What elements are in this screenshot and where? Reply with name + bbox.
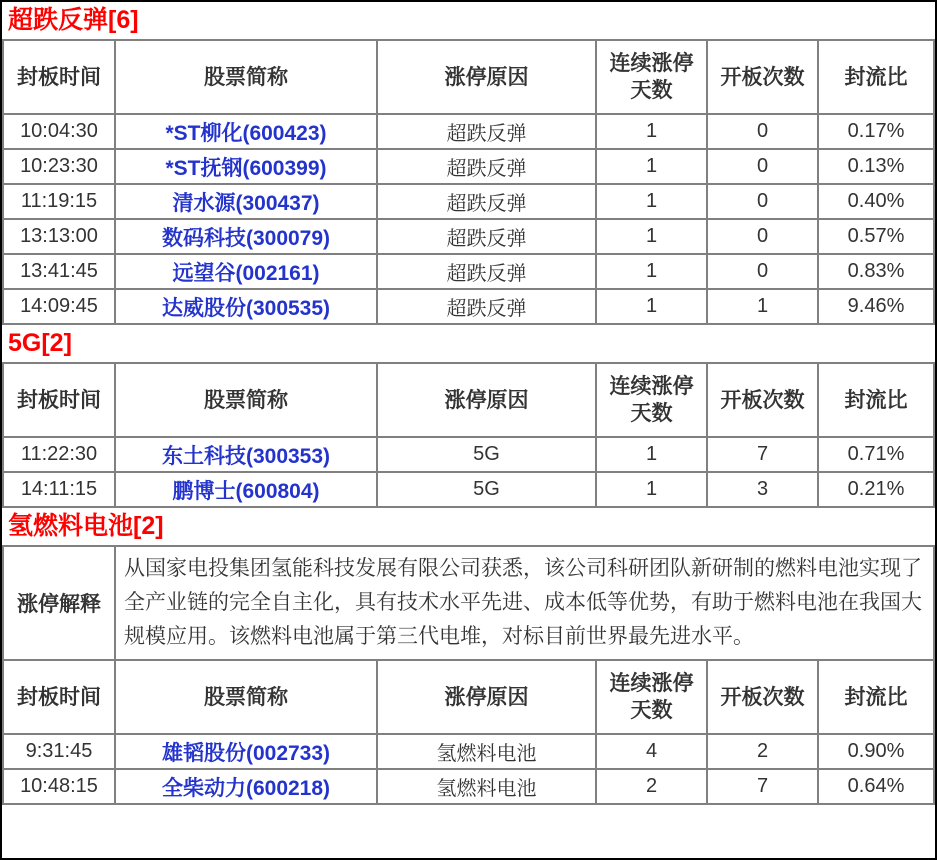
stock-link[interactable]: *ST抚钢(600399)	[165, 156, 327, 180]
seal-ratio-cell: 0.13%	[818, 149, 934, 184]
theme-section	[2, 325, 935, 508]
open-count-cell: 7	[707, 769, 818, 804]
consecutive-days-cell: 1	[596, 289, 707, 324]
column-header-3: 连续涨停天数	[596, 660, 707, 734]
limit-up-table	[2, 39, 935, 325]
seal-ratio-cell: 0.90%	[818, 734, 934, 769]
explanation-label: 涨停解释	[3, 546, 115, 660]
consecutive-days-cell: 1	[596, 254, 707, 289]
stock-name-cell	[115, 149, 377, 184]
table-row	[3, 734, 934, 769]
seal-time-cell: 10:23:30	[3, 149, 115, 184]
seal-time-cell: 11:22:30	[3, 437, 115, 472]
stock-link[interactable]: 雄韬股份(002733)	[161, 741, 331, 765]
reason-cell: 超跌反弹	[377, 149, 596, 184]
seal-time-cell: 14:09:45	[3, 289, 115, 324]
table-row	[3, 114, 934, 149]
column-header-2: 涨停原因	[377, 660, 596, 734]
table-header-row	[3, 40, 934, 114]
column-header-5: 封流比	[818, 40, 934, 114]
stock-link[interactable]: 清水源(300437)	[172, 191, 320, 215]
theme-title: 5G[2]	[8, 329, 72, 357]
reason-cell: 超跌反弹	[377, 114, 596, 149]
seal-ratio-cell: 0.21%	[818, 472, 934, 507]
stock-link[interactable]: 鹏博士(600804)	[172, 479, 320, 503]
table-row	[3, 254, 934, 289]
table-row	[3, 149, 934, 184]
open-count-cell: 7	[707, 437, 818, 472]
open-count-cell: 1	[707, 289, 818, 324]
open-count-cell: 0	[707, 254, 818, 289]
table-row	[3, 472, 934, 507]
stock-link[interactable]: 数码科技(300079)	[161, 226, 331, 250]
column-header-4: 开板次数	[707, 363, 818, 437]
consecutive-days-cell: 1	[596, 149, 707, 184]
explanation-row	[3, 546, 934, 660]
seal-ratio-cell: 0.17%	[818, 114, 934, 149]
reason-cell: 5G	[377, 472, 596, 507]
consecutive-days-cell: 1	[596, 472, 707, 507]
stock-name-cell	[115, 289, 377, 324]
column-header-3: 连续涨停天数	[596, 363, 707, 437]
consecutive-days-cell: 1	[596, 219, 707, 254]
reason-cell: 超跌反弹	[377, 219, 596, 254]
reason-cell: 氢燃料电池	[377, 769, 596, 804]
stock-link[interactable]: 全柴动力(600218)	[161, 776, 331, 800]
column-header-4: 开板次数	[707, 660, 818, 734]
column-header-0: 封板时间	[3, 40, 115, 114]
theme-title: 氢燃料电池[2]	[8, 512, 164, 540]
theme-section	[2, 2, 935, 325]
seal-ratio-cell: 0.57%	[818, 219, 934, 254]
stock-name-cell	[115, 254, 377, 289]
table-row	[3, 289, 934, 324]
reason-cell: 超跌反弹	[377, 184, 596, 219]
open-count-cell: 3	[707, 472, 818, 507]
column-header-3: 连续涨停天数	[596, 40, 707, 114]
column-header-0: 封板时间	[3, 660, 115, 734]
table-row	[3, 769, 934, 804]
consecutive-days-cell: 1	[596, 184, 707, 219]
column-header-1: 股票简称	[115, 660, 377, 734]
stock-link[interactable]: 东土科技(300353)	[161, 444, 331, 468]
column-header-2: 涨停原因	[377, 363, 596, 437]
reason-cell: 氢燃料电池	[377, 734, 596, 769]
column-header-5: 封流比	[818, 660, 934, 734]
consecutive-days-cell: 4	[596, 734, 707, 769]
seal-time-cell: 9:31:45	[3, 734, 115, 769]
table-row	[3, 219, 934, 254]
limit-up-table	[2, 362, 935, 508]
column-header-4: 开板次数	[707, 40, 818, 114]
open-count-cell: 0	[707, 114, 818, 149]
column-header-1: 股票简称	[115, 40, 377, 114]
theme-section	[2, 508, 935, 805]
open-count-cell: 0	[707, 184, 818, 219]
open-count-cell: 0	[707, 149, 818, 184]
stock-name-cell	[115, 769, 377, 804]
stock-name-cell	[115, 219, 377, 254]
seal-time-cell: 13:13:00	[3, 219, 115, 254]
stock-name-cell	[115, 734, 377, 769]
seal-time-cell: 13:41:45	[3, 254, 115, 289]
seal-ratio-cell: 0.64%	[818, 769, 934, 804]
seal-time-cell: 10:04:30	[3, 114, 115, 149]
seal-time-cell: 11:19:15	[3, 184, 115, 219]
stock-link[interactable]: 达威股份(300535)	[161, 296, 331, 320]
stock-name-cell	[115, 437, 377, 472]
open-count-cell: 0	[707, 219, 818, 254]
seal-time-cell: 10:48:15	[3, 769, 115, 804]
seal-ratio-cell: 0.71%	[818, 437, 934, 472]
seal-ratio-cell: 9.46%	[818, 289, 934, 324]
seal-time-cell: 14:11:15	[3, 472, 115, 507]
stock-link[interactable]: 远望谷(002161)	[172, 261, 320, 285]
table-header-row	[3, 363, 934, 437]
stock-name-cell	[115, 472, 377, 507]
theme-title: 超跌反弹[6]	[8, 6, 139, 34]
reason-cell: 超跌反弹	[377, 289, 596, 324]
column-header-5: 封流比	[818, 363, 934, 437]
reason-cell: 5G	[377, 437, 596, 472]
stock-name-cell	[115, 114, 377, 149]
table-row	[3, 184, 934, 219]
explanation-text: 从国家电投集团氢能科技发展有限公司获悉，该公司科研团队新研制的燃料电池实现了全产业链的完全自主化，具有技术水平先进、成本低等优势，有助于燃料电池在我国大规模应用。该燃料电池属于第三代电堆，对标目前世界最先进水平。	[115, 546, 934, 660]
consecutive-days-cell: 2	[596, 769, 707, 804]
seal-ratio-cell: 0.40%	[818, 184, 934, 219]
stock-link[interactable]: *ST柳化(600423)	[165, 121, 327, 145]
seal-ratio-cell: 0.83%	[818, 254, 934, 289]
column-header-1: 股票简称	[115, 363, 377, 437]
limit-up-table	[2, 545, 935, 805]
stock-name-cell	[115, 184, 377, 219]
consecutive-days-cell: 1	[596, 114, 707, 149]
column-header-2: 涨停原因	[377, 40, 596, 114]
table-header-row	[3, 660, 934, 734]
reason-cell: 超跌反弹	[377, 254, 596, 289]
column-header-0: 封板时间	[3, 363, 115, 437]
open-count-cell: 2	[707, 734, 818, 769]
table-row	[3, 437, 934, 472]
consecutive-days-cell: 1	[596, 437, 707, 472]
